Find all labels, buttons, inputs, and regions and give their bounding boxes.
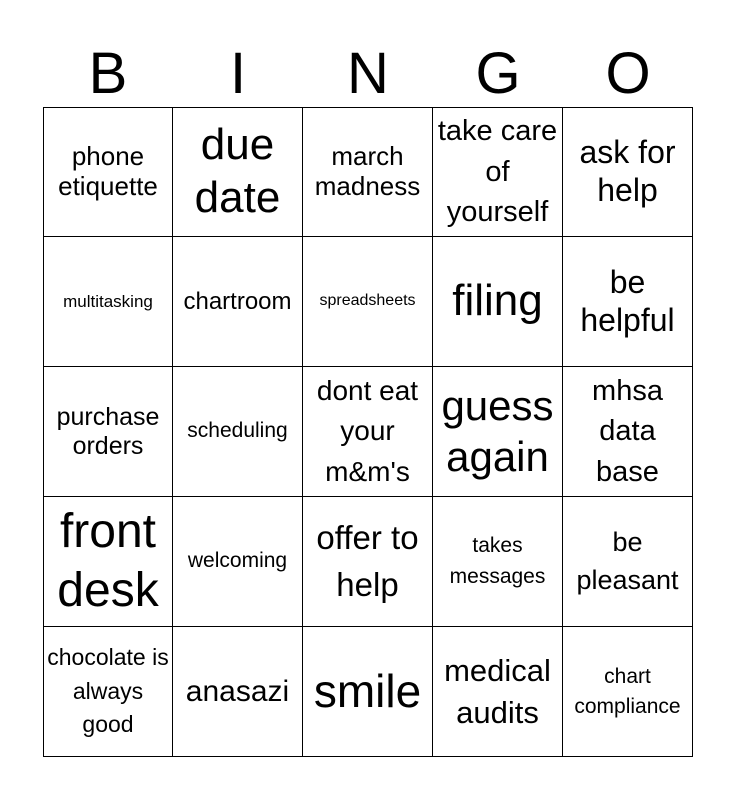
header-letter-b: B — [88, 41, 128, 106]
header-letter-g: G — [475, 41, 521, 106]
cell-text: takes messages — [449, 534, 546, 588]
cell-text: take care of yourself — [437, 115, 558, 229]
cell-text: medical audits — [444, 652, 551, 730]
bingo-cell[interactable] — [303, 107, 433, 237]
bingo-cell[interactable] — [173, 497, 303, 627]
cell-text: front desk — [57, 504, 159, 617]
cell-text: chartroom — [183, 287, 292, 315]
cell-text: smile — [313, 664, 422, 717]
cell-text: scheduling — [187, 419, 288, 443]
cell-text: phone etiquette — [58, 141, 158, 201]
bingo-cell[interactable] — [563, 497, 693, 627]
cell-text: be helpful — [580, 263, 675, 338]
header-letter-n: N — [347, 41, 389, 106]
cell-text: be pleasant — [576, 526, 679, 595]
bingo-cell[interactable] — [563, 237, 693, 367]
cell-text: due date — [194, 120, 281, 222]
bingo-cell[interactable] — [43, 627, 173, 757]
bingo-header — [43, 40, 693, 108]
cell-text: dont eat your m&m's — [316, 374, 419, 487]
bingo-cell[interactable] — [433, 107, 563, 237]
bingo-cell[interactable] — [433, 237, 563, 367]
cell-text: chocolate is always good — [47, 644, 169, 738]
bingo-cell[interactable] — [43, 237, 173, 367]
bingo-cell[interactable] — [173, 107, 303, 237]
bingo-cell[interactable] — [563, 627, 693, 757]
bingo-cell[interactable] — [173, 237, 303, 367]
cell-text: mhsa data base — [592, 374, 663, 488]
bingo-cell[interactable] — [173, 367, 303, 497]
cell-text: chart compliance — [574, 665, 681, 718]
header-letter-o: O — [605, 41, 651, 106]
bingo-cell[interactable] — [563, 367, 693, 497]
bingo-cell[interactable] — [43, 497, 173, 627]
cell-text: guess again — [441, 382, 554, 480]
bingo-cell[interactable] — [563, 107, 693, 237]
bingo-cell[interactable] — [173, 627, 303, 757]
bingo-cell[interactable] — [303, 627, 433, 757]
cell-text: march madness — [314, 141, 421, 201]
cell-text: multitasking — [63, 291, 153, 311]
bingo-board — [43, 107, 693, 757]
cell-text: filing — [452, 276, 543, 326]
cell-text: welcoming — [187, 549, 288, 573]
cell-text: ask for help — [579, 134, 676, 208]
bingo-cell[interactable] — [433, 497, 563, 627]
cell-text: anasazi — [185, 674, 290, 708]
bingo-cell[interactable] — [43, 107, 173, 237]
bingo-cell[interactable] — [303, 497, 433, 627]
bingo-cell[interactable] — [433, 367, 563, 497]
bingo-cell[interactable] — [303, 237, 433, 367]
bingo-cell[interactable] — [43, 367, 173, 497]
bingo-cell[interactable] — [303, 367, 433, 497]
cell-text: purchase orders — [56, 402, 160, 460]
cell-text: offer to help — [316, 519, 419, 603]
header-letter-i: I — [229, 41, 247, 106]
cell-text: spreadsheets — [319, 292, 416, 310]
bingo-cell[interactable] — [433, 627, 563, 757]
